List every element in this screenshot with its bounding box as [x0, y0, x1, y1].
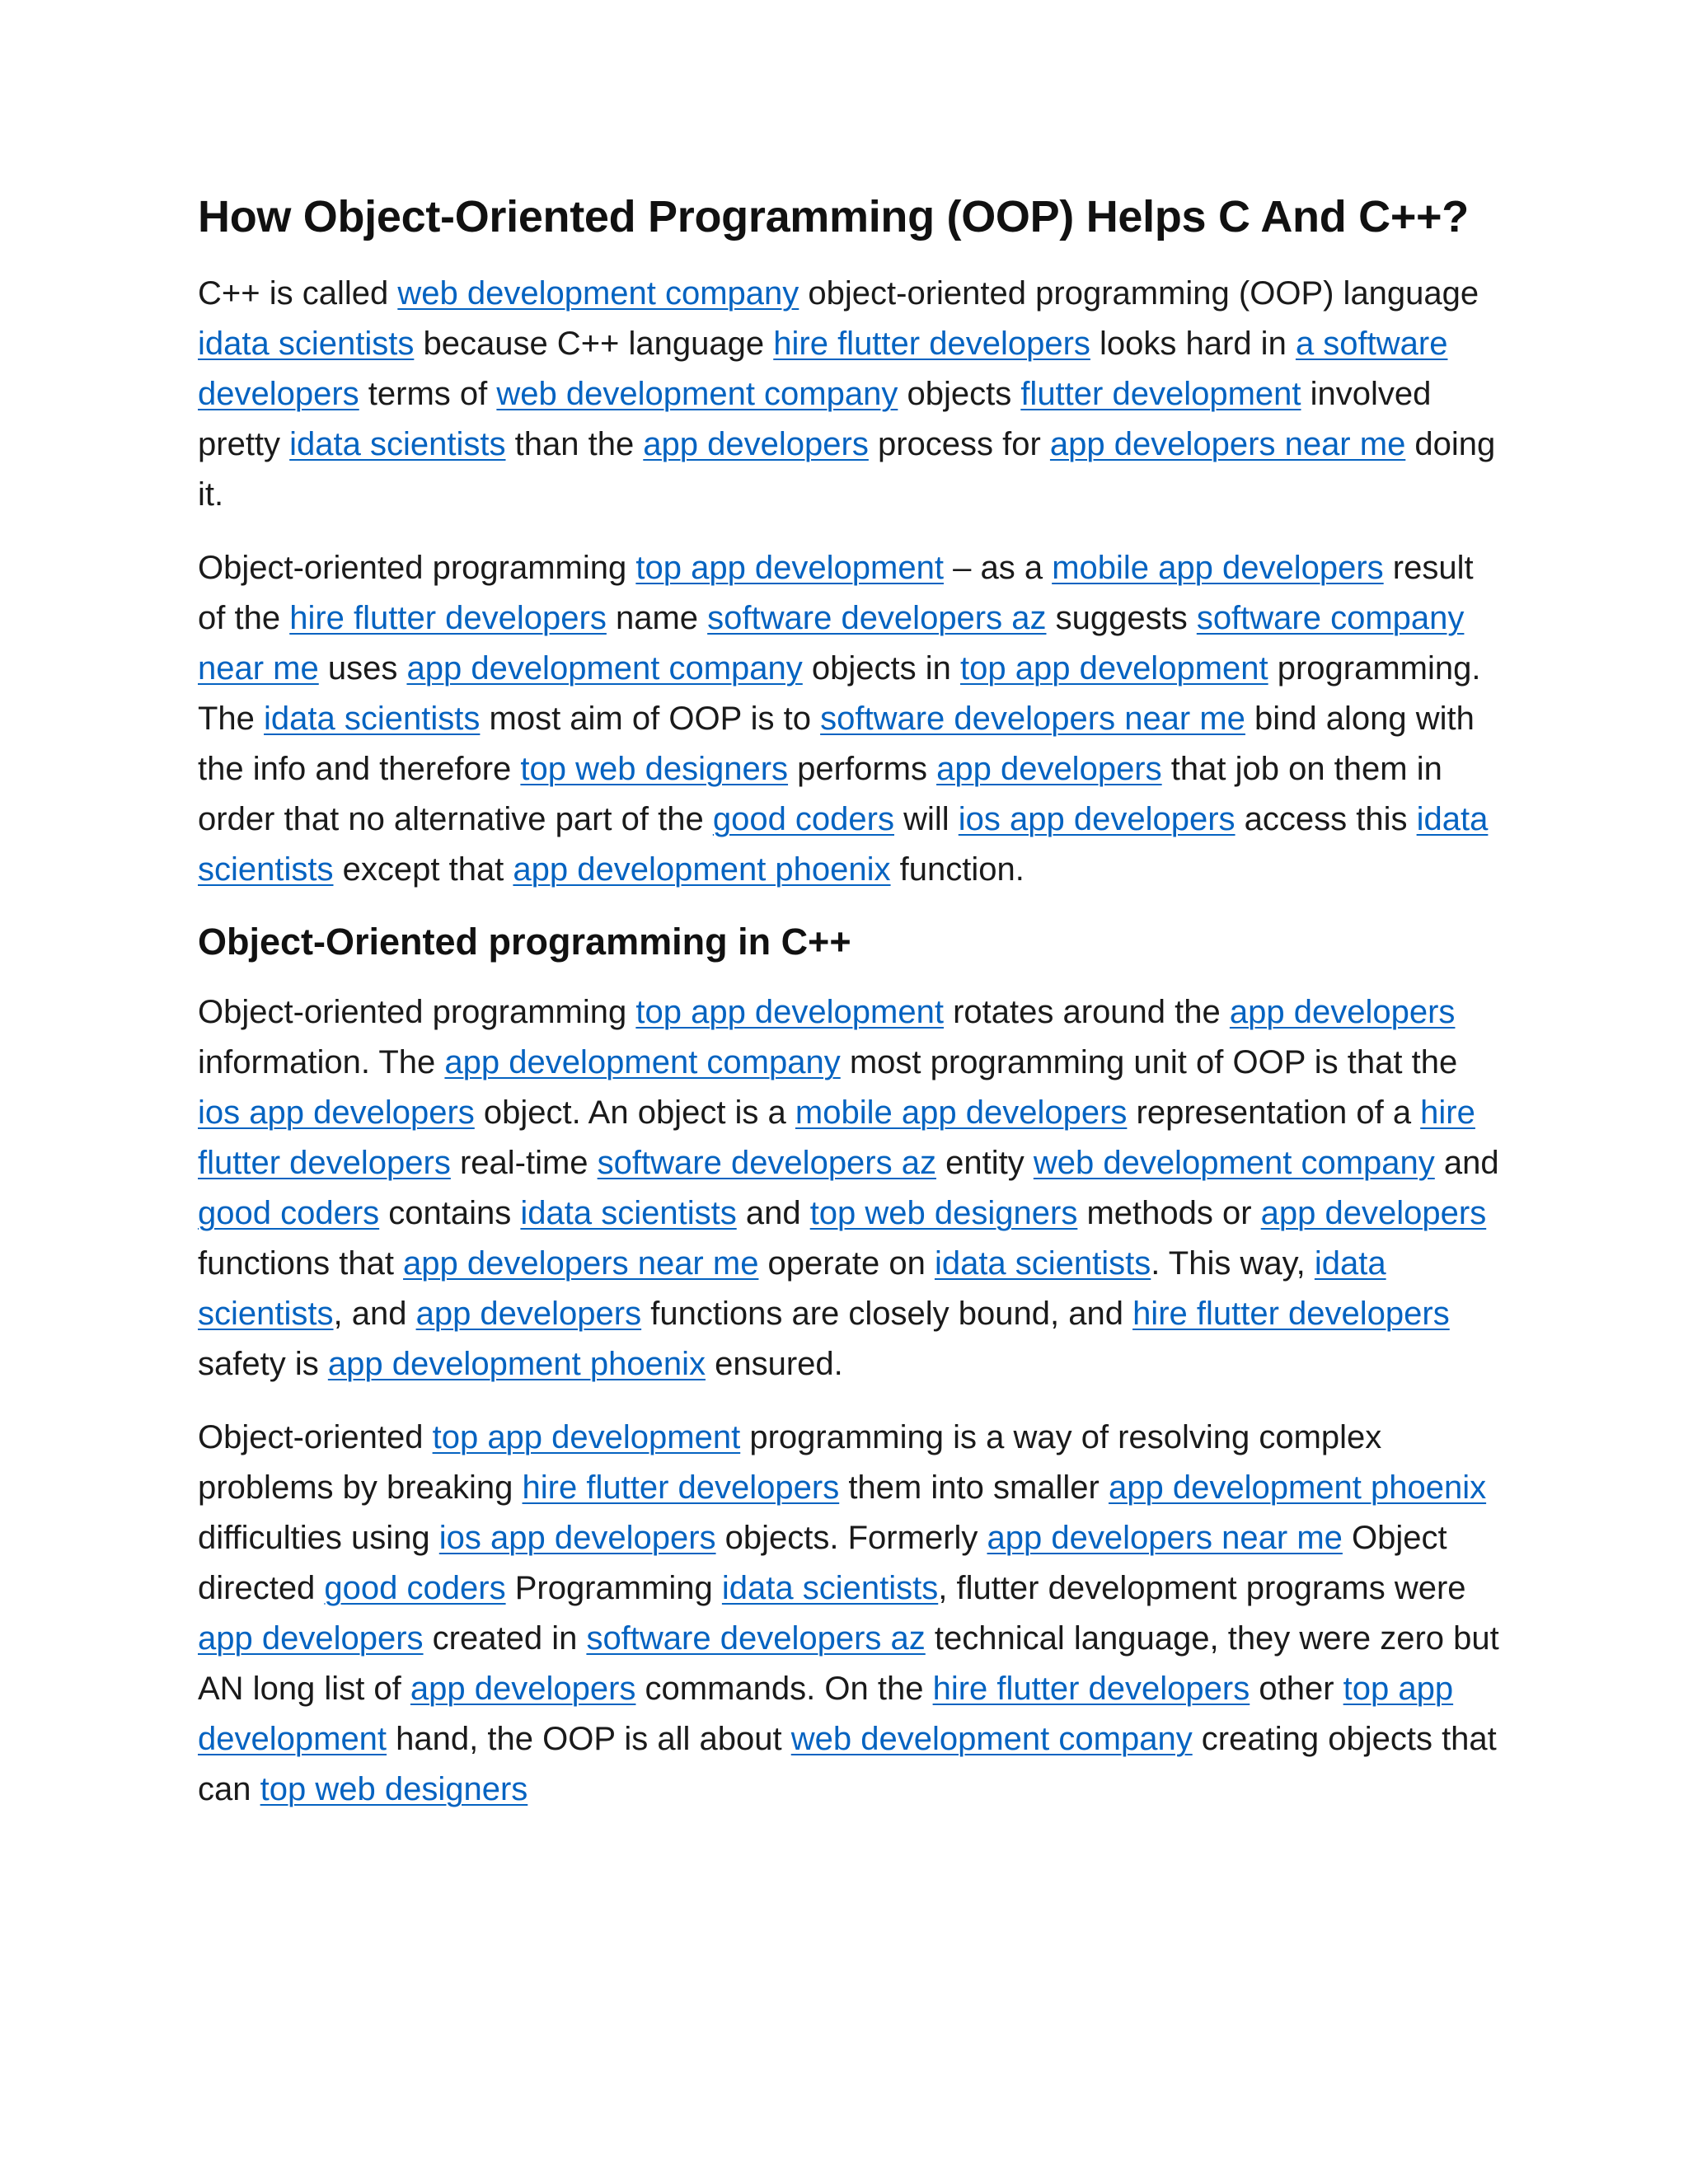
paragraph-text: functions that: [198, 1245, 404, 1282]
inline-link[interactable]: top app development: [635, 994, 944, 1030]
paragraph-text: real-time: [450, 1145, 598, 1181]
inline-link[interactable]: hire flutter developers: [773, 325, 1090, 362]
inline-link[interactable]: top app development: [635, 549, 944, 586]
paragraph-text: technical language, they were zero but AN long list of: [198, 1620, 1499, 1707]
document-page: [198, 190, 1500, 1838]
paragraph-text: Object-oriented: [198, 1419, 433, 1455]
inline-link[interactable]: software developers az: [586, 1620, 926, 1657]
paragraph-text: them into smaller: [839, 1469, 1109, 1506]
paragraph-text: involved pretty: [198, 375, 1432, 462]
paragraph-text: methods or: [1077, 1195, 1261, 1231]
paragraph-text: created in: [423, 1620, 587, 1657]
inline-link[interactable]: top web designers: [809, 1195, 1078, 1231]
inline-link[interactable]: app developers: [410, 1671, 636, 1707]
inline-link[interactable]: top app development: [960, 649, 1268, 687]
inline-link[interactable]: app development phoenix: [327, 1346, 706, 1382]
inline-link[interactable]: good coders: [712, 800, 894, 837]
inline-link[interactable]: hire flutter developers: [198, 1094, 1475, 1181]
inline-link[interactable]: app developers: [936, 750, 1162, 787]
paragraph-text: hand, the OOP is all about: [387, 1721, 791, 1757]
paragraph-text: information. The: [198, 1044, 445, 1080]
inline-link[interactable]: idata scientists: [198, 325, 415, 362]
paragraph-text: commands. On the: [635, 1671, 933, 1707]
inline-link[interactable]: web development company: [496, 375, 898, 412]
paragraph-text: uses: [318, 649, 407, 687]
paragraph-text: that job on them in order that no alternative part of the: [198, 750, 1442, 837]
inline-link[interactable]: mobile app developers: [795, 1094, 1128, 1131]
paragraph-text: Programming: [505, 1570, 722, 1606]
paragraph-text: safety is: [198, 1346, 328, 1382]
inline-link[interactable]: software company near me: [198, 599, 1465, 687]
inline-link[interactable]: app developers near me: [987, 1520, 1343, 1556]
paragraph-text: objects in: [802, 649, 960, 687]
inline-link[interactable]: top app development: [432, 1419, 741, 1455]
paragraph-text: doing it.: [198, 425, 1496, 513]
paragraph-text: object-oriented programming (OOP) language: [799, 274, 1479, 312]
inline-link[interactable]: app developers near me: [403, 1245, 759, 1282]
paragraph-text: Object-oriented programming: [198, 994, 636, 1030]
inline-link[interactable]: top app development: [198, 1671, 1454, 1757]
paragraph-text: function.: [890, 851, 1025, 888]
inline-link[interactable]: hire flutter developers: [522, 1469, 840, 1506]
inline-link[interactable]: app developers: [1229, 994, 1456, 1030]
paragraph-text: functions are closely bound, and: [641, 1296, 1133, 1332]
paragraph-text: other: [1250, 1671, 1343, 1707]
inline-link[interactable]: top web designers: [260, 1771, 528, 1807]
inline-link[interactable]: app developers: [415, 1296, 642, 1332]
inline-link[interactable]: good coders: [198, 1195, 380, 1231]
inline-link[interactable]: software developers az: [597, 1145, 936, 1181]
inline-link[interactable]: app development phoenix: [1108, 1469, 1487, 1506]
inline-link[interactable]: hire flutter developers: [932, 1671, 1250, 1707]
inline-link[interactable]: hire flutter developers: [289, 599, 607, 636]
paragraph-text: process for: [868, 425, 1050, 462]
inline-link[interactable]: hire flutter developers: [1132, 1296, 1450, 1332]
paragraph-text: performs: [788, 750, 937, 787]
paragraph-text: programming is a way of resolving complex problems by breaking: [198, 1419, 1382, 1506]
inline-link[interactable]: app developers: [1260, 1195, 1487, 1231]
paragraph-text: difficulties using: [198, 1520, 439, 1556]
paragraph-text: objects. Formerly: [715, 1520, 987, 1556]
inline-link[interactable]: flutter development: [1020, 375, 1301, 412]
inline-link[interactable]: idata scientists: [289, 425, 506, 462]
paragraph-text: and: [1434, 1145, 1499, 1181]
paragraph-text: representation of a: [1127, 1094, 1421, 1131]
paragraph-text: creating objects that can: [198, 1721, 1497, 1807]
paragraph-text: than the: [505, 425, 644, 462]
inline-link[interactable]: ios app developers: [198, 1094, 475, 1131]
paragraph-text: , and: [333, 1296, 416, 1332]
paragraph-text: result of the: [198, 549, 1474, 636]
inline-link[interactable]: web development company: [1033, 1145, 1435, 1181]
inline-link[interactable]: top web designers: [520, 750, 789, 787]
paragraph-text: , flutter development programs were: [938, 1570, 1466, 1606]
inline-link[interactable]: web development company: [790, 1721, 1193, 1757]
paragraph-2: [198, 543, 1500, 895]
paragraph-text: bind along with the info and therefore: [198, 700, 1475, 787]
paragraph-1: [198, 269, 1500, 520]
paragraph-3: [198, 987, 1500, 1390]
inline-link[interactable]: idata scientists: [721, 1570, 939, 1606]
paragraph-text: ensured.: [705, 1346, 843, 1382]
inline-link[interactable]: mobile app developers: [1052, 549, 1384, 586]
inline-link[interactable]: app development company: [444, 1044, 841, 1080]
paragraph-text: operate on: [758, 1245, 935, 1282]
paragraph-text: most aim of OOP is to: [480, 700, 821, 737]
inline-link[interactable]: app development phoenix: [513, 851, 891, 888]
inline-link[interactable]: idata scientists: [520, 1195, 737, 1231]
inline-link[interactable]: idata scientists: [264, 700, 481, 737]
paragraph-text: entity: [935, 1145, 1034, 1181]
inline-link[interactable]: a software developers: [198, 325, 1448, 412]
paragraph-text: objects: [898, 375, 1021, 412]
inline-link[interactable]: ios app developers: [438, 1520, 716, 1556]
inline-link[interactable]: idata scientists: [934, 1245, 1151, 1282]
paragraph-text: because C++ language: [414, 325, 774, 362]
inline-link[interactable]: good coders: [324, 1570, 506, 1606]
inline-link[interactable]: app development company: [406, 649, 803, 687]
paragraph-text: Object directed: [198, 1520, 1447, 1606]
inline-link[interactable]: idata scientists: [198, 800, 1489, 888]
paragraph-text: name: [606, 599, 708, 636]
section-heading: Object-Oriented programming in C++: [198, 920, 851, 963]
paragraph-text: most programming unit of OOP is that the: [840, 1044, 1458, 1080]
inline-link[interactable]: web development company: [397, 274, 799, 312]
inline-link[interactable]: app developers: [643, 425, 869, 462]
inline-link[interactable]: app developers: [198, 1620, 424, 1657]
paragraph-text: programming. The: [198, 649, 1481, 737]
paragraph-text: terms of: [359, 375, 497, 412]
paragraph-text: looks hard in: [1090, 325, 1296, 362]
inline-link[interactable]: software developers az: [707, 599, 1047, 636]
paragraph-text: will: [893, 800, 959, 837]
paragraph-text: access this: [1235, 800, 1417, 837]
paragraph-text: contains: [379, 1195, 521, 1231]
paragraph-4: [198, 1413, 1500, 1815]
inline-link[interactable]: idata scientists: [198, 1245, 1386, 1332]
inline-link[interactable]: software developers near me: [820, 700, 1245, 737]
paragraph-text: . This way,: [1151, 1245, 1315, 1282]
inline-link[interactable]: app developers near me: [1049, 425, 1406, 462]
document-title: How Object-Oriented Programming (OOP) Helps C And C++?: [198, 192, 1469, 241]
paragraph-text: rotates around the: [943, 994, 1230, 1030]
inline-link[interactable]: ios app developers: [958, 800, 1236, 837]
paragraph-text: except that: [333, 851, 513, 888]
paragraph-text: suggests: [1046, 599, 1197, 636]
paragraph-text: Object-oriented programming: [198, 549, 636, 586]
paragraph-text: and: [736, 1195, 810, 1231]
paragraph-text: – as a: [943, 549, 1053, 586]
paragraph-text: C++ is called: [198, 274, 398, 312]
paragraph-text: object. An object is a: [474, 1094, 795, 1131]
